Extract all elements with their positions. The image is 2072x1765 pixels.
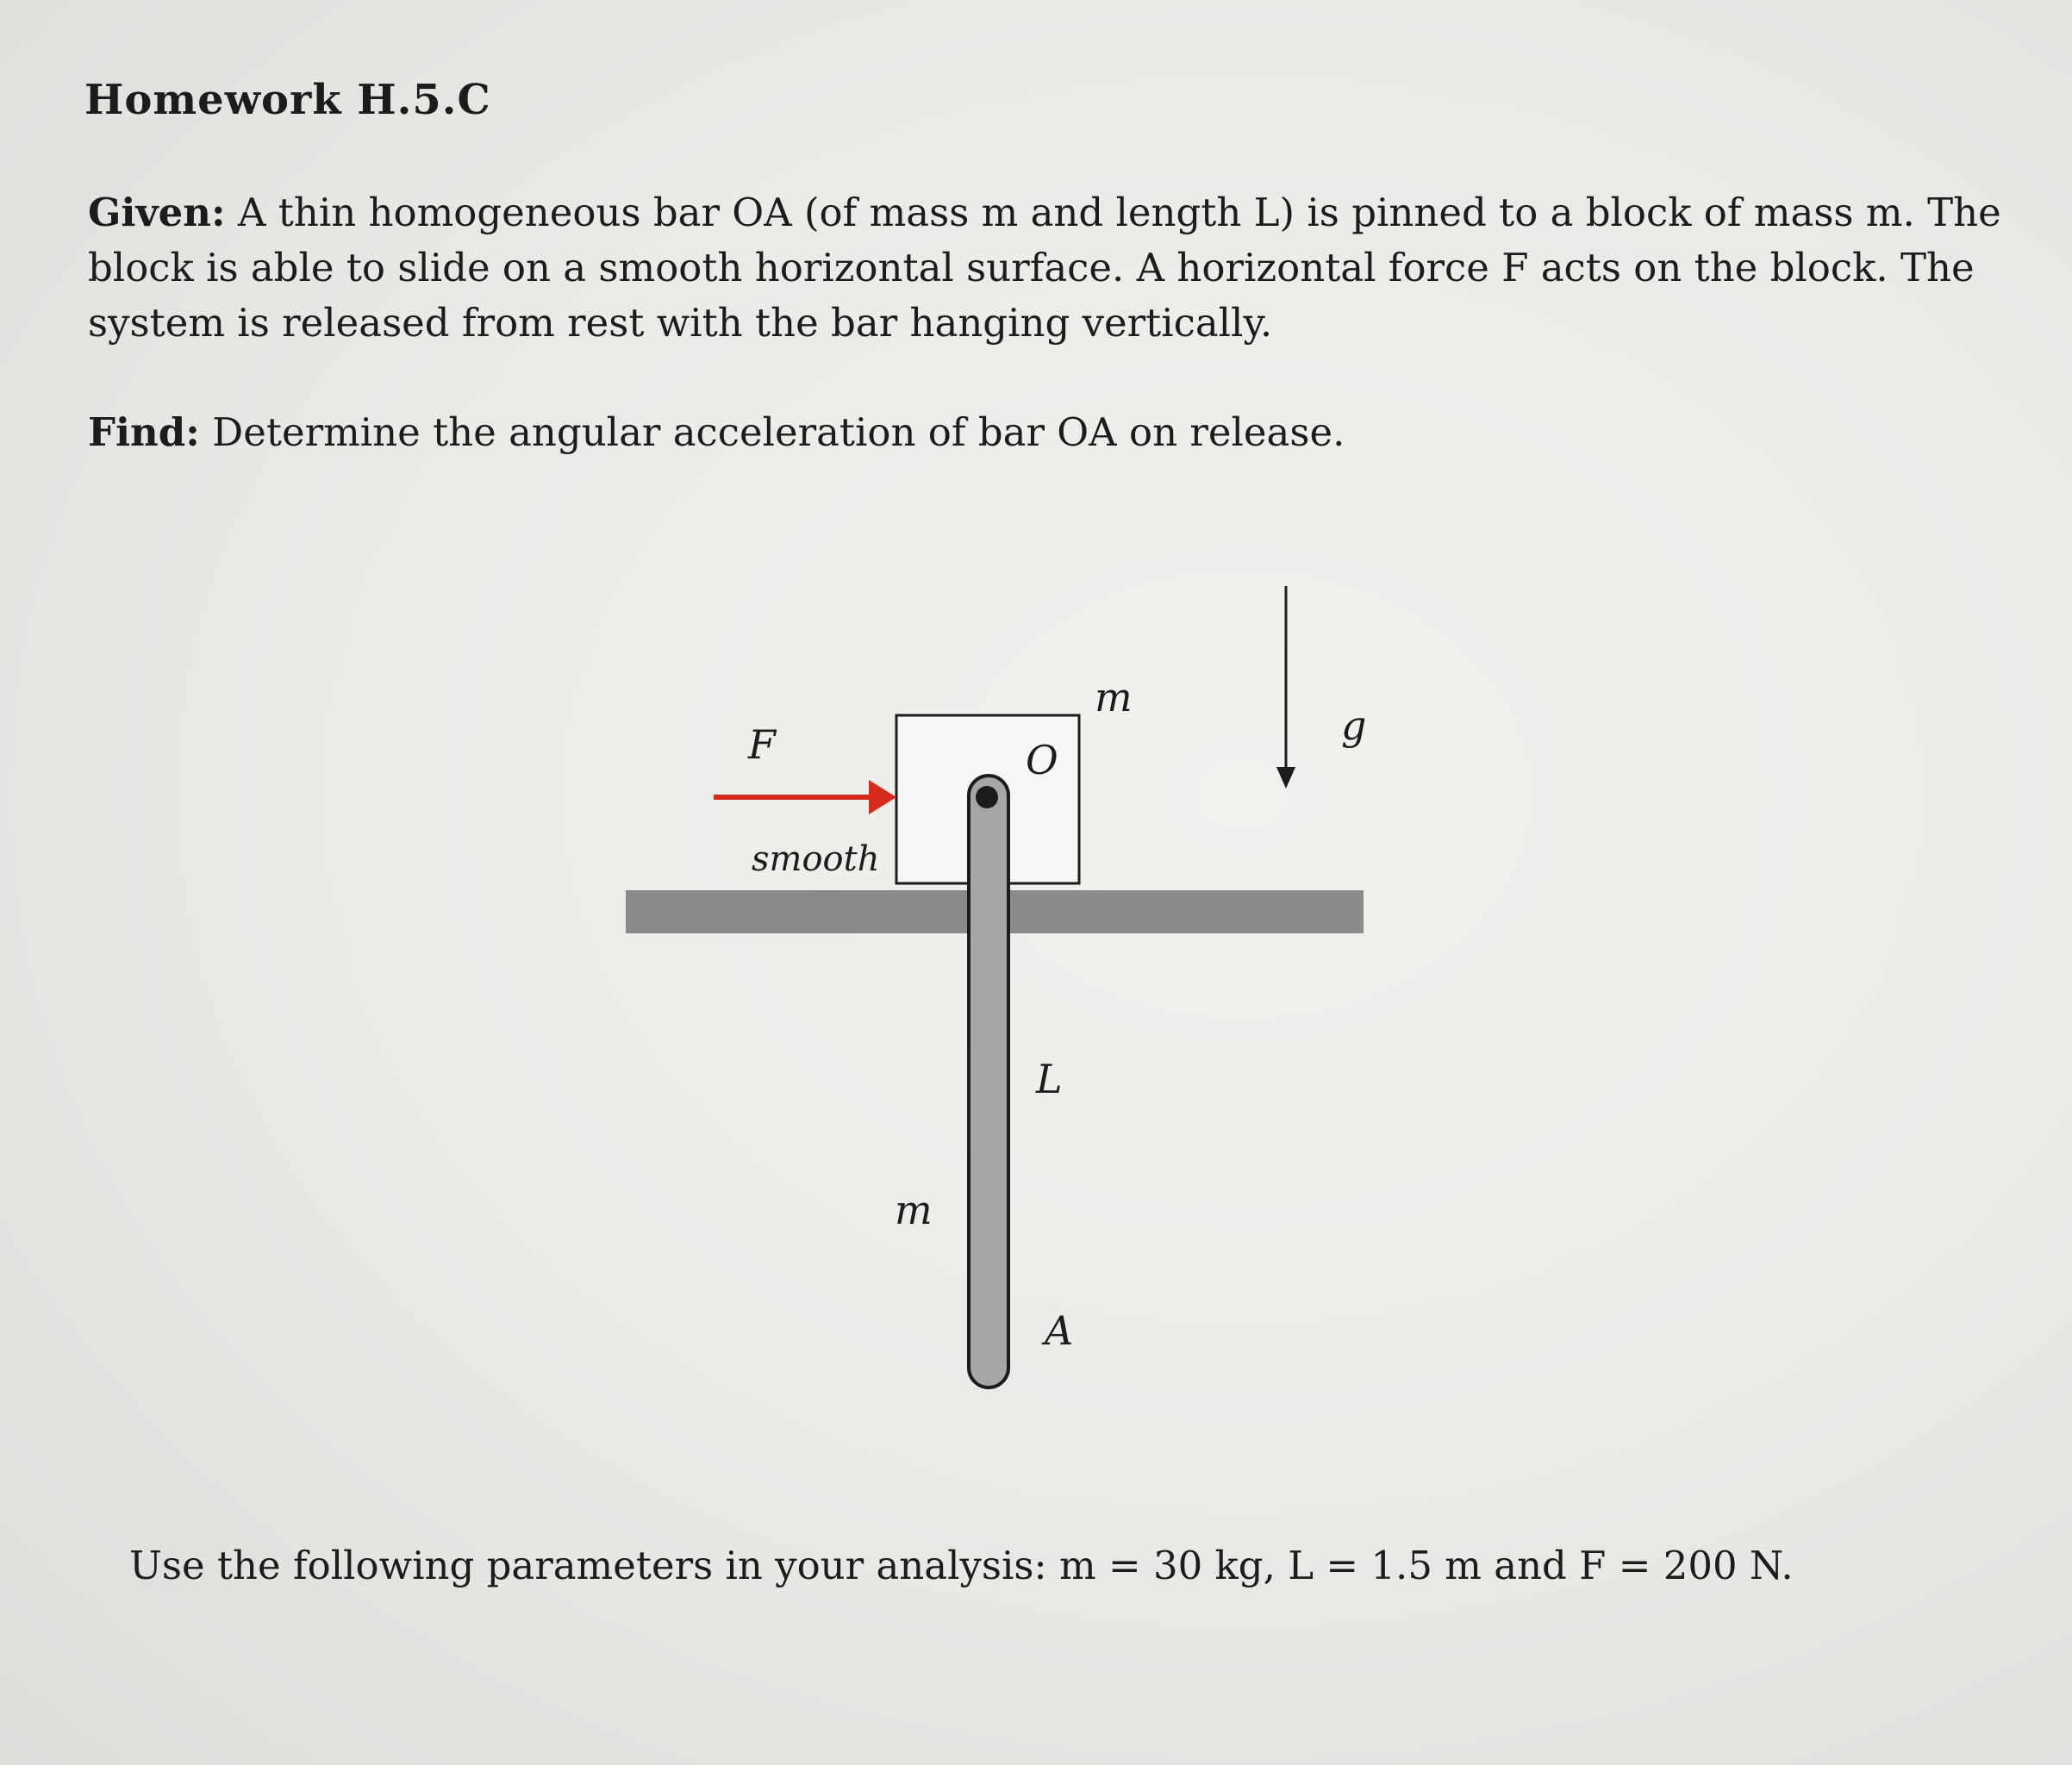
length-label: L bbox=[1036, 1056, 1063, 1102]
given-text: A thin homogeneous bar OA (of mass m and length L) is pinned to a block of mass m. The block is able to slide on a smooth horizontal surface. A horizontal force F acts on the block. The system is released from rest with the bar hanging vertically. bbox=[88, 190, 2001, 346]
pin-label: O bbox=[1026, 737, 1058, 783]
bar-mass-label: m bbox=[895, 1187, 933, 1233]
gravity-arrow-icon bbox=[1276, 767, 1295, 789]
pin-o-icon bbox=[976, 786, 998, 808]
parameters-statement: Use the following parameters in your analysis: m = 30 kg, L = 1.5 m and F = 200 N. bbox=[129, 1543, 1794, 1588]
given-label: Given: bbox=[88, 190, 226, 235]
surface-label: smooth bbox=[752, 839, 880, 879]
find-label: Find: bbox=[88, 409, 200, 455]
bar-oa bbox=[969, 776, 1008, 1388]
find-text: Determine the angular acceleration of bar OA on release. bbox=[212, 409, 1345, 455]
force-label: F bbox=[748, 721, 776, 768]
homework-title: Homework H.5.C bbox=[84, 76, 491, 124]
block-mass-label: m bbox=[1095, 674, 1133, 720]
gravity-label: g bbox=[1341, 702, 1367, 749]
end-label: A bbox=[1045, 1307, 1074, 1354]
force-arrow-icon bbox=[869, 780, 896, 814]
